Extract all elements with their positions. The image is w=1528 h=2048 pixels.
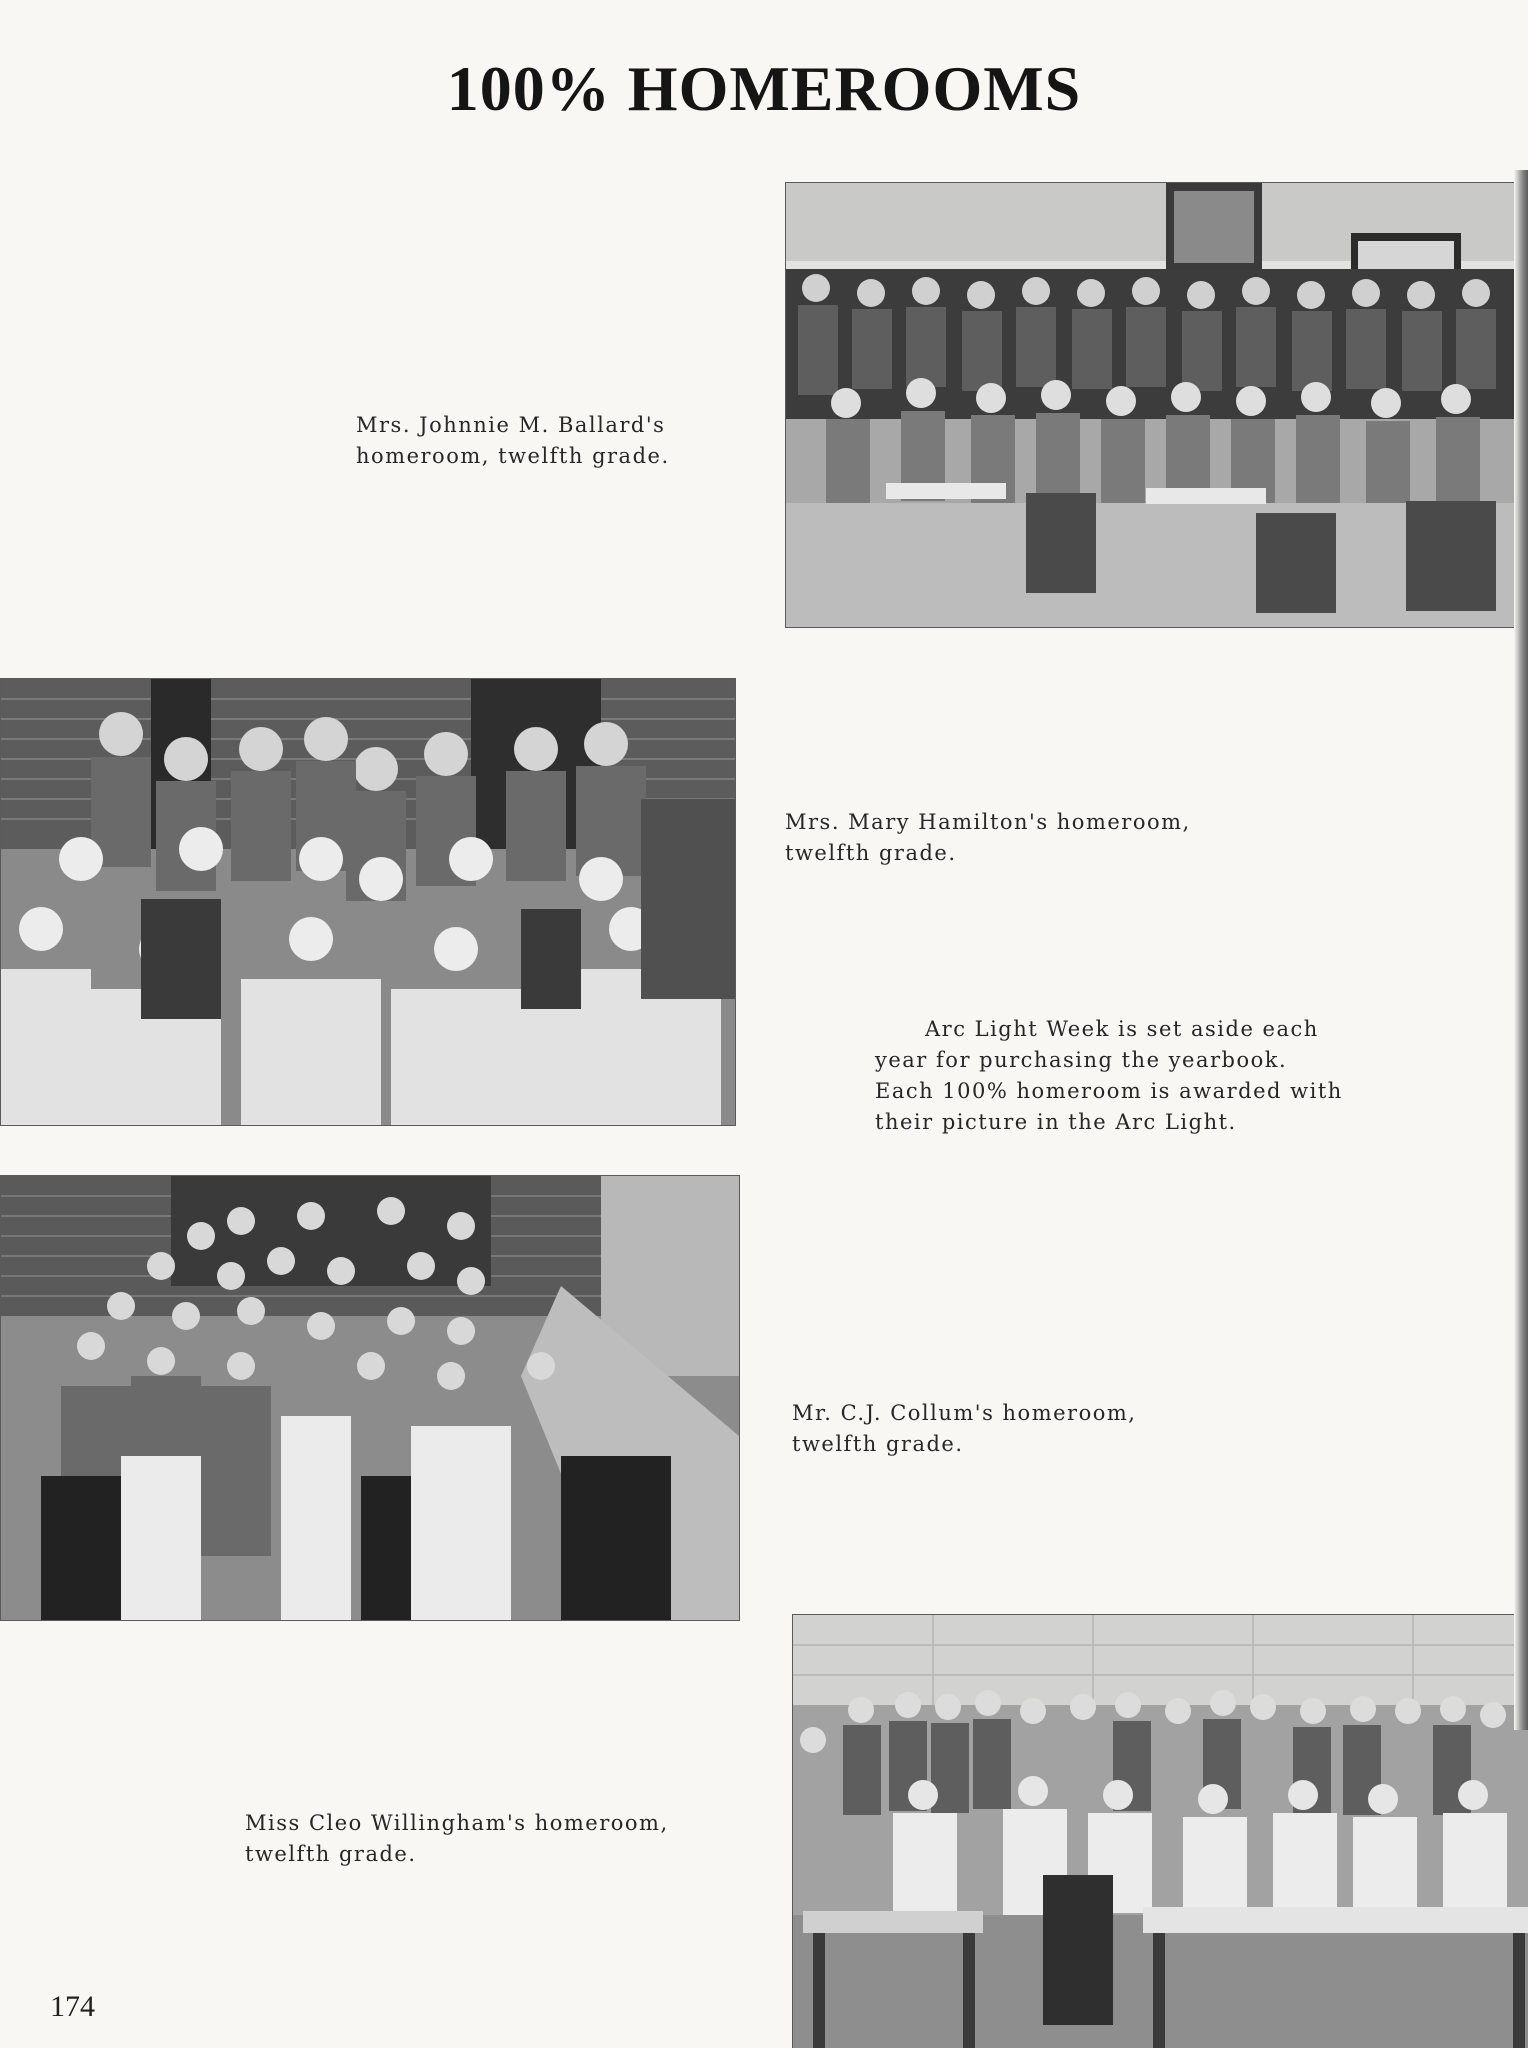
hamilton-caption: Mrs. Mary Hamilton's homeroom, twelfth grade. [785, 810, 1191, 865]
arc-light-week-text: Arc Light Week is set aside each year for purchasing the yearbook. Each 100% homeroom is awarded with their picture in the Arc Light. [875, 1017, 1343, 1134]
hamilton-homeroom-photo [0, 678, 736, 1126]
collum-homeroom-photo [0, 1175, 740, 1621]
willingham-homeroom-photo [792, 1614, 1528, 2048]
willingham-caption: Miss Cleo Willingham's homeroom, twelfth grade. [245, 1811, 669, 1866]
ballard-caption: Mrs. Johnnie M. Ballard's homeroom, twelfth grade. [356, 413, 670, 468]
collum-caption: Mr. C.J. Collum's homeroom, twelfth grade. [792, 1401, 1137, 1456]
page-binding-edge [1514, 170, 1528, 1730]
page-number: 174 [50, 1990, 95, 2023]
ballard-homeroom-photo [785, 182, 1528, 628]
page-title: 100% HOMEROOMS [446, 53, 1082, 124]
